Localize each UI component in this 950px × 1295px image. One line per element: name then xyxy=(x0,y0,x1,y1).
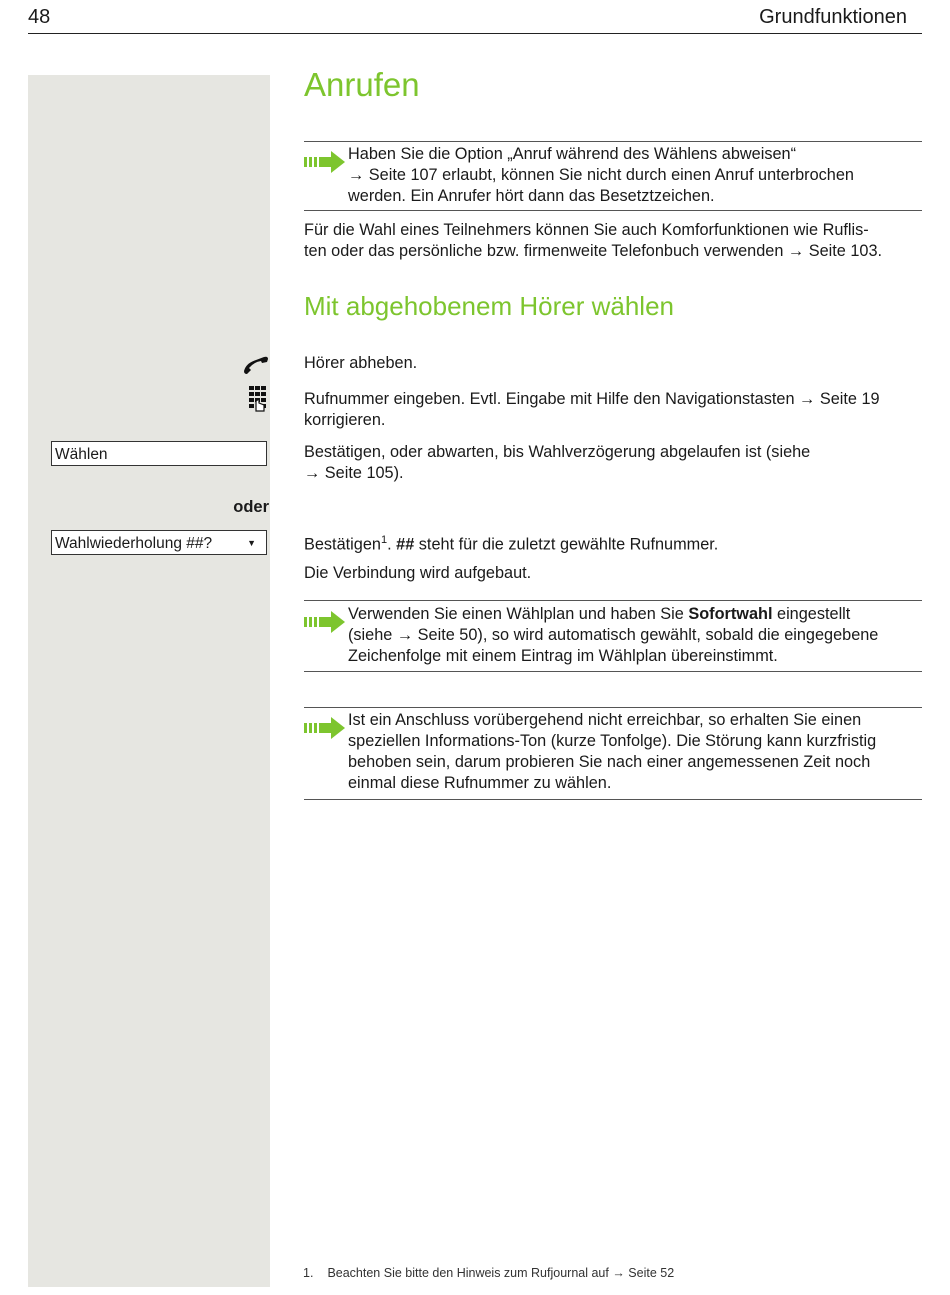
section-title-anrufen: Anrufen xyxy=(304,66,420,103)
step-connection: Die Verbindung wird aufgebaut. xyxy=(304,564,532,582)
note-line: einmal diese Rufnummer zu wählen. xyxy=(348,774,612,792)
step-text: . xyxy=(387,535,397,554)
step-line: korrigieren. xyxy=(304,411,386,429)
note-rule-bottom xyxy=(304,799,922,800)
note-line: speziellen Informations-Ton (kurze Tonfolge). Die Störung kann kurzfristig xyxy=(348,732,877,750)
chapter-title: Grundfunktionen xyxy=(759,6,907,28)
keypad-icon xyxy=(247,385,269,413)
step-confirm xyxy=(304,442,924,484)
note-line: → Seite 107 erlaubt, können Sie nicht durch einen Anruf unterbrochen xyxy=(348,166,854,184)
note-dial-plan xyxy=(348,604,923,667)
dropdown-arrow-icon: ▼ xyxy=(247,538,256,548)
note-line: Haben Sie die Option „Anruf während des Wählens abweisen“ xyxy=(348,145,796,163)
step-lift-handset: Hörer abheben. xyxy=(304,354,418,372)
note-bold: Sofortwahl xyxy=(688,605,773,623)
footnote-number: 1. xyxy=(303,1266,314,1280)
step-text: Bestätigen xyxy=(304,535,381,554)
step-bold: ## xyxy=(396,535,415,554)
wahlwiederholung-key[interactable] xyxy=(51,530,267,555)
note-line: behoben sein, darum probieren Sie nach einer angemessenen Zeit noch xyxy=(348,753,871,771)
note-rule-top xyxy=(304,141,922,142)
note-arrow-icon xyxy=(304,611,346,633)
note-arrow-icon xyxy=(304,151,346,173)
note-rule-top xyxy=(304,707,922,708)
step-line: → Seite 105). xyxy=(304,464,404,482)
paragraph-line: Für die Wahl eines Teilnehmers können Sie auch Komforfunktionen wie Ruflis- xyxy=(304,221,869,239)
note-rule-top xyxy=(304,600,922,601)
note-line xyxy=(348,604,923,625)
waehlen-key[interactable]: Wählen xyxy=(51,441,267,466)
step-text: steht für die zuletzt gewählte Rufnummer. xyxy=(414,535,719,554)
sidebar-column xyxy=(28,75,270,1287)
note-text: eingestellt xyxy=(772,605,851,623)
footnote-ref: 1 xyxy=(380,534,388,546)
wahlwiederholung-label: Wahlwiederholung ##? xyxy=(55,535,213,552)
handset-lift-icon xyxy=(242,355,270,375)
note-line: Ist ein Anschluss vorübergehend nicht erreichbar, so erhalten Sie einen xyxy=(348,711,862,729)
note-line: werden. Ein Anrufer hört dann das Besetztzeichen. xyxy=(348,187,715,205)
paragraph-comfort-functions xyxy=(304,220,924,262)
step-line: Rufnummer eingeben. Evtl. Eingabe mit Hilfe den Navigationstasten → Seite 19 xyxy=(304,390,880,408)
note-text: Verwenden Sie einen Wählplan und haben Sie xyxy=(348,605,689,623)
page-number: 48 xyxy=(28,6,51,28)
note-line: (siehe → Seite 50), so wird automatisch gewählt, sobald die eingegebene xyxy=(348,626,879,644)
step-redial xyxy=(304,530,924,555)
note-rule-bottom xyxy=(304,210,922,211)
footnote-text: Beachten Sie bitte den Hinweis zum Rufjournal auf → Seite 52 xyxy=(327,1266,675,1280)
note-line: Zeichenfolge mit einem Eintrag im Wählplan übereinstimmt. xyxy=(348,647,778,665)
or-label: oder xyxy=(233,498,269,516)
paragraph-line: ten oder das persönliche bzw. firmenweite Telefonbuch verwenden → Seite 103. xyxy=(304,242,883,260)
footnote xyxy=(303,1266,674,1280)
section-title-offhook-dial: Mit abgehobenem Hörer wählen xyxy=(304,291,674,321)
note-arrow-icon xyxy=(304,717,346,739)
step-line: Bestätigen, oder abwarten, bis Wahlverzögerung abgelaufen ist (siehe xyxy=(304,443,811,461)
note-unreachable xyxy=(348,710,923,794)
header-rule xyxy=(28,33,922,34)
step-enter-number xyxy=(304,389,924,431)
note-call-reject xyxy=(348,144,923,207)
note-rule-bottom xyxy=(304,671,922,672)
